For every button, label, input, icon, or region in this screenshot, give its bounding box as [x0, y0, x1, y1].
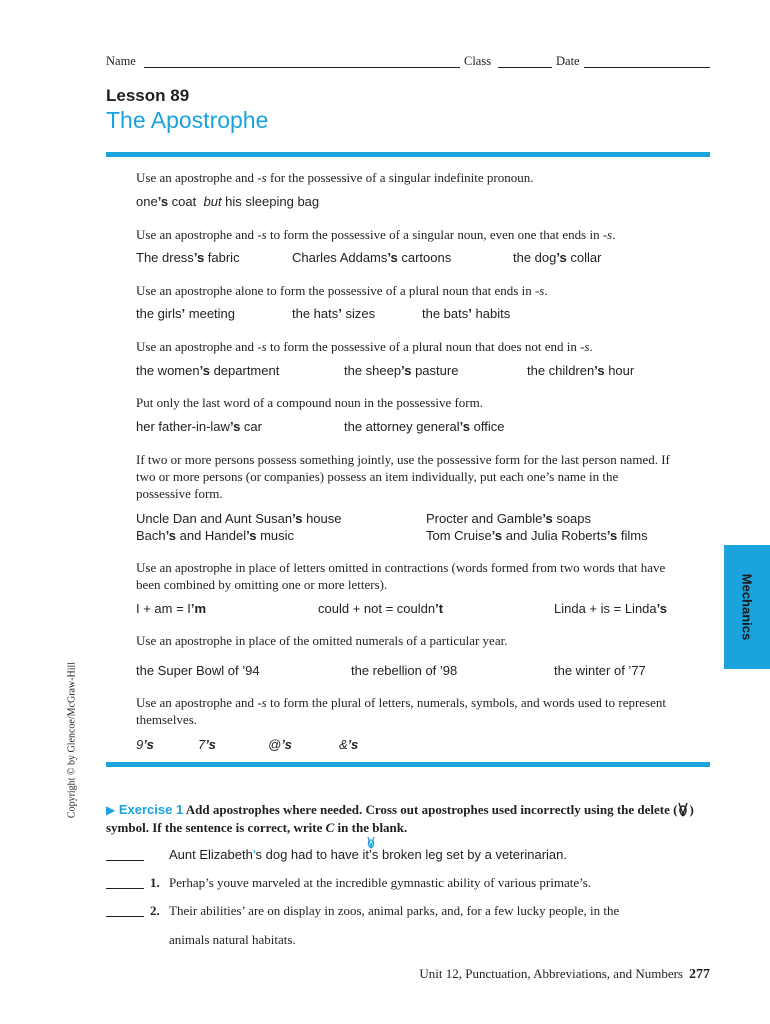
delete-mark-icon	[366, 836, 376, 850]
example: Bach’s and Handel’s music	[136, 528, 295, 543]
name-class-date-row	[106, 54, 710, 72]
rule-text: Use an apostrophe and -s to form the possessive of a plural noun that does not end in -s.	[136, 339, 593, 354]
rule-text: Put only the last word of a compound noun in the possessive form.	[136, 395, 483, 410]
rule-text: Use an apostrophe and -s for the possessive of a singular indefinite pronoun.	[136, 170, 534, 185]
exercise-sentence-continued: animals natural habitats.	[169, 932, 296, 947]
bottom-divider	[106, 762, 710, 767]
example-sentence: Aunt Elizabeth’s dog had to have it’ s broken leg set by a veterinarian.	[169, 847, 567, 862]
section-tab	[724, 545, 770, 669]
example: the Super Bowl of ’94	[136, 663, 260, 678]
example: the women’s department	[136, 363, 280, 378]
page-title: The Apostrophe	[106, 107, 269, 133]
class-label: Class	[464, 54, 492, 68]
delete-mark-icon	[677, 801, 689, 817]
example: could + not = couldn’t	[318, 601, 444, 616]
copyright-notice: Copyright © by Glencoe/McGraw-Hill	[66, 661, 78, 819]
example: the children’s hour	[527, 363, 635, 378]
example: 7’s	[198, 737, 216, 752]
example: I + am = I’m	[136, 601, 207, 616]
example: the girls’ meeting	[136, 306, 236, 321]
example: the rebellion of ’98	[351, 663, 458, 678]
lesson-number: Lesson 89	[106, 86, 190, 105]
example: Uncle Dan and Aunt Susan’s house	[136, 511, 342, 526]
example: Procter and Gamble’s soaps	[426, 511, 592, 526]
top-divider	[106, 152, 710, 157]
example: &’s	[339, 737, 359, 752]
example: the dog’s collar	[513, 250, 602, 265]
example: Tom Cruise’s and Julia Roberts’s films	[426, 528, 648, 543]
example: the attorney general’s office	[344, 419, 505, 434]
item-number: 2.	[150, 903, 160, 918]
example: 9’s	[136, 737, 154, 752]
example: the sheep’s pasture	[344, 363, 459, 378]
answer-blank[interactable]	[106, 916, 144, 917]
answer-blank[interactable]	[106, 888, 144, 889]
exercise-label: ▶ Exercise 1	[106, 802, 184, 817]
date-label: Date	[556, 54, 580, 68]
rule-text: Use an apostrophe alone to form the possessive of a plural noun that ends in -s.	[136, 283, 548, 298]
exercise-sentence: Their abilities’ are on display in zoos, animal parks, and, for a few lucky people, in the	[169, 903, 620, 918]
name-field[interactable]	[144, 67, 460, 68]
class-field[interactable]	[498, 67, 552, 68]
exercise-sentence: Perhap’s youve marveled at the incredible gymnastic ability of various primate’s.	[169, 875, 592, 890]
rule-text: Use an apostrophe in place of letters omitted in contractions (words formed from two words that have been combined by omitting one or more letters).	[136, 560, 666, 592]
rule-text: Use an apostrophe in place of the omitted numerals of a particular year.	[136, 633, 508, 648]
example: @’s	[268, 737, 292, 752]
example: The dress’s fabric	[136, 250, 240, 265]
example: one’s coat but his sleeping bag	[136, 194, 320, 209]
example: the winter of ’77	[554, 663, 646, 678]
example: Linda + is = Linda’s	[554, 601, 667, 616]
example: Charles Addams’s cartoons	[292, 250, 452, 265]
item-number: 1.	[150, 875, 160, 890]
rule-text: Use an apostrophe and -s to form the possessive of a singular noun, even one that ends in -s.	[136, 227, 616, 242]
play-triangle-icon: ▶	[106, 803, 116, 817]
unit-title: Unit 12, Punctuation, Abbreviations, and Numbers	[419, 966, 683, 981]
answer-blank[interactable]	[106, 860, 144, 861]
exercise-instructions: ▶ Exercise 1 Add apostrophes where needed. Cross out apostrophes used incorrectly using the delete ( ) symbol. If the sentence is correct, write C in the blank.	[106, 802, 694, 835]
example: the hats’ sizes	[292, 306, 376, 321]
page-footer	[419, 966, 710, 983]
example: the bats’ habits	[422, 306, 511, 321]
rule-text: If two or more persons possess something jointly, use the possessive form for the last person named. If two or more persons (or companies) possess an item individually, put each one’s name in the possessive form.	[136, 452, 670, 501]
date-field[interactable]	[584, 67, 710, 68]
rule-text: Use an apostrophe and -s to form the plural of letters, numerals, symbols, and words used to represent themselves.	[136, 695, 667, 727]
page-number: 277	[689, 967, 710, 982]
section-tab-label: Mechanics	[739, 573, 755, 641]
name-label: Name	[106, 54, 136, 68]
example: her father-in-law’s car	[136, 419, 262, 434]
